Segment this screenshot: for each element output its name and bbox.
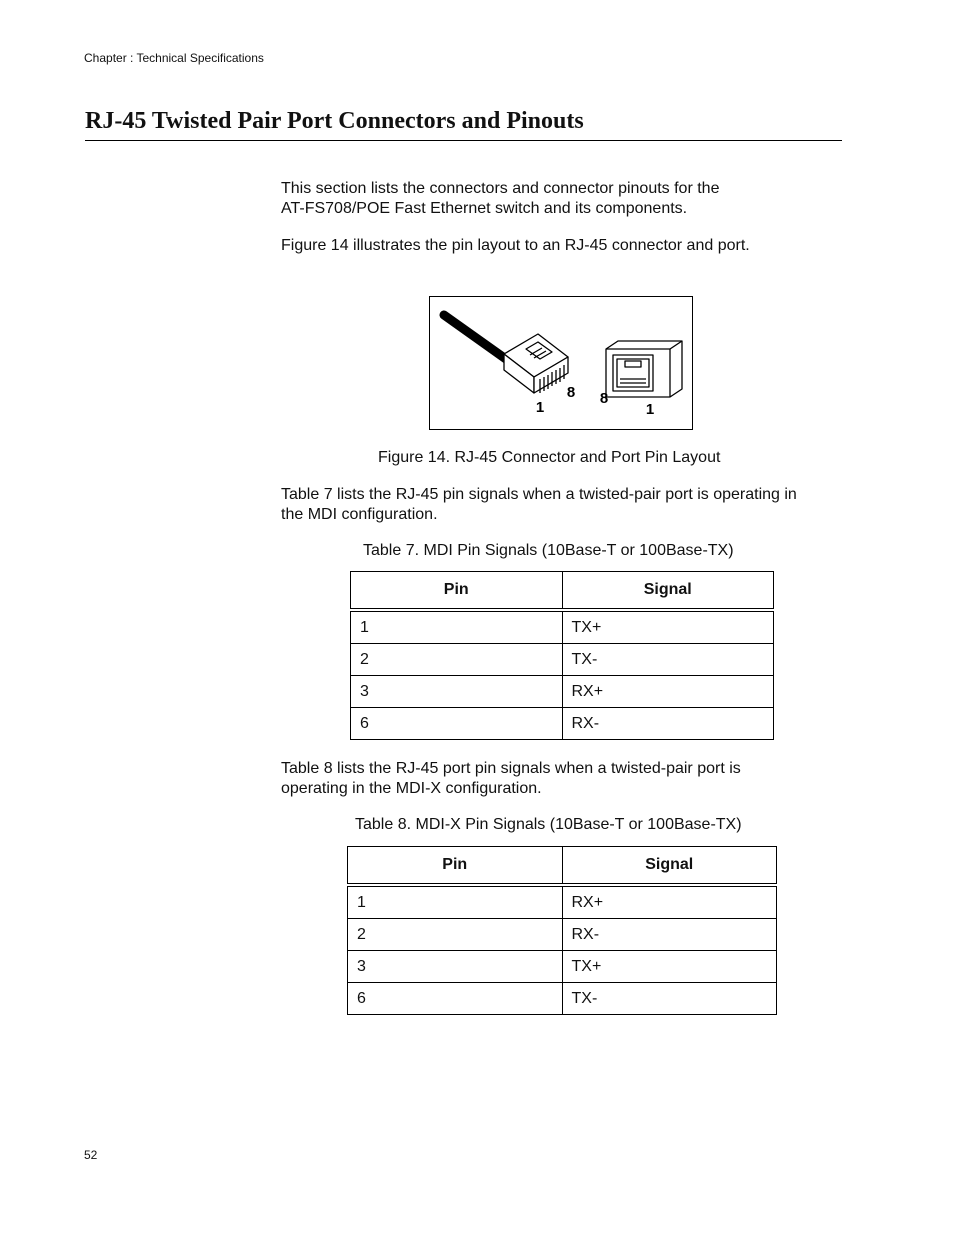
column-header-pin: Pin	[348, 847, 563, 886]
table8-mdix-pin-signals	[347, 846, 777, 1015]
table7-caption: Table 7. MDI Pin Signals (10Base-T or 100Base-TX)	[363, 542, 734, 559]
rj45-port-icon	[606, 341, 682, 397]
plug-pin-8-label: 8	[566, 384, 576, 401]
column-header-pin: Pin	[351, 572, 563, 611]
page-number: 52	[84, 1148, 98, 1162]
table-row	[348, 951, 777, 983]
pin-cell: 6	[351, 708, 563, 740]
column-header-signal: Signal	[562, 847, 777, 886]
signal-cell: RX-	[562, 708, 774, 740]
intro-line-1: This section lists the connectors and connector pinouts for the	[281, 180, 720, 197]
table8-intro-line-1: Table 8 lists the RJ-45 port pin signals when a twisted-pair port is	[281, 760, 741, 777]
table8-intro-line-2: operating in the MDI-X configuration.	[281, 780, 542, 797]
rj45-cable	[444, 315, 510, 362]
figure-reference-paragraph: Figure 14 illustrates the pin layout to an RJ-45 connector and port.	[281, 237, 750, 254]
table-row	[348, 983, 777, 1015]
pin-cell: 3	[348, 951, 563, 983]
table7-intro-line-2: the MDI configuration.	[281, 506, 438, 523]
table-row	[351, 676, 774, 708]
signal-cell: TX-	[562, 644, 774, 676]
signal-cell: RX+	[562, 676, 774, 708]
port-pin-1-label: 1	[645, 401, 655, 418]
pin-cell: 1	[348, 885, 563, 919]
table8-caption: Table 8. MDI-X Pin Signals (10Base-T or 100Base-TX)	[355, 816, 742, 833]
rj45-plug-icon	[504, 334, 568, 393]
pin-cell: 3	[351, 676, 563, 708]
signal-cell: TX-	[562, 983, 777, 1015]
signal-cell: RX-	[562, 919, 777, 951]
table-row	[351, 708, 774, 740]
table7-mdi-pin-signals	[350, 571, 774, 740]
table-header-row	[348, 847, 777, 886]
section-title: RJ-45 Twisted Pair Port Connectors and Pinouts	[85, 106, 842, 141]
table7-intro-line-1: Table 7 lists the RJ-45 pin signals when a twisted-pair port is operating in	[281, 486, 797, 503]
intro-line-2: AT-FS708/POE Fast Ethernet switch and its components.	[281, 200, 688, 217]
table7-intro	[281, 485, 841, 525]
rj45-illustration	[430, 297, 694, 431]
pin-cell: 1	[351, 610, 563, 644]
figure-caption: Figure 14. RJ-45 Connector and Port Pin Layout	[378, 449, 721, 466]
port-pin-8-label: 8	[599, 390, 609, 407]
signal-cell: TX+	[562, 610, 774, 644]
signal-cell: TX+	[562, 951, 777, 983]
column-header-signal: Signal	[562, 572, 774, 611]
table-row	[351, 644, 774, 676]
table-row	[348, 885, 777, 919]
table-row	[351, 610, 774, 644]
pin-cell: 2	[348, 919, 563, 951]
intro-paragraph	[281, 179, 841, 219]
plug-pin-1-label: 1	[535, 399, 545, 416]
rj45-figure	[429, 296, 693, 430]
pin-cell: 6	[348, 983, 563, 1015]
table-row	[348, 919, 777, 951]
running-header: Chapter : Technical Specifications	[84, 51, 264, 65]
signal-cell: RX+	[562, 885, 777, 919]
table8-intro	[281, 759, 841, 799]
table-header-row	[351, 572, 774, 611]
pin-cell: 2	[351, 644, 563, 676]
